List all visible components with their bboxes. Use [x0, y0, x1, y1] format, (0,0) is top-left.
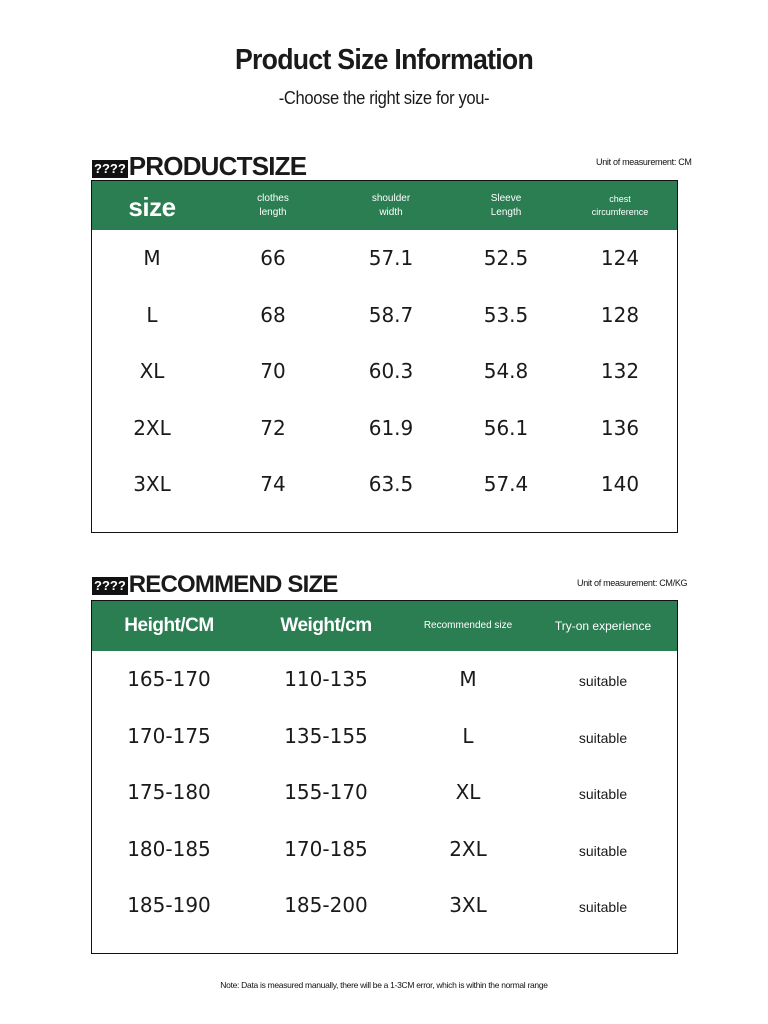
table-cell: 3XL [449, 893, 487, 918]
table-cell: 175-180 [127, 780, 211, 805]
col-header-clothes-length: clothes length [257, 192, 289, 218]
product-size-heading-text: PRODUCTSIZE [128, 151, 307, 181]
table-cell: 57.1 [368, 246, 414, 271]
col-header-height: Height/CM [124, 614, 214, 636]
table-cell: 58.7 [368, 302, 414, 327]
table-row [92, 230, 677, 287]
heading-glyphs: ???? [94, 578, 126, 593]
table-row [92, 456, 677, 513]
table-cell: 68 [260, 302, 286, 327]
product-size-unit: Unit of measurement: CM [596, 157, 692, 167]
col-header-try-on: Try-on experience [554, 618, 652, 633]
col-header-chest-circumference: chest circumference [591, 193, 649, 217]
recommend-size-table-header [92, 601, 677, 651]
table-cell: L [146, 302, 158, 327]
table-cell: 3XL [133, 472, 171, 497]
recommend-size-heading-text: RECOMMEND SIZE [128, 571, 338, 598]
product-size-table [91, 180, 678, 533]
table-cell: suitable [578, 673, 628, 690]
table-cell: 2XL [133, 415, 171, 440]
table-cell: M [459, 667, 477, 692]
table-cell: 52.5 [483, 246, 529, 271]
table-row [92, 400, 677, 457]
table-cell: 124 [600, 246, 640, 271]
table-cell: 185-190 [127, 893, 211, 918]
table-cell: 132 [600, 359, 640, 384]
table-row [92, 287, 677, 344]
recommend-size-table [91, 600, 678, 954]
table-cell: 165-170 [127, 667, 211, 692]
table-cell: M [143, 246, 161, 271]
table-cell: suitable [578, 842, 628, 859]
table-cell: L [462, 723, 474, 748]
col-header-shoulder-width: shoulder width [371, 192, 411, 218]
recommend-size-heading [92, 571, 338, 599]
recommend-size-rows [92, 651, 677, 934]
table-cell: 70 [260, 359, 286, 384]
product-size-heading [92, 152, 306, 182]
table-row [92, 343, 677, 400]
table-cell: 2XL [449, 836, 487, 861]
product-size-table-header [92, 181, 677, 230]
footnote: Note: Data is measured manually, there will be a 1-3CM error, which is within the normal range [220, 980, 548, 990]
table-cell: 128 [600, 302, 640, 327]
page-title: Product Size Information [234, 44, 534, 76]
table-row [92, 764, 677, 821]
table-cell: 54.8 [483, 359, 529, 384]
table-cell: suitable [578, 729, 628, 746]
table-cell: 60.3 [368, 359, 414, 384]
table-cell: 63.5 [368, 472, 414, 497]
table-cell: 57.4 [483, 472, 529, 497]
table-row [92, 877, 677, 934]
page-subtitle: -Choose the right size for you- [278, 88, 490, 108]
col-header-weight: Weight/cm [280, 614, 372, 636]
table-row [92, 651, 677, 708]
table-cell: 170-175 [127, 723, 211, 748]
table-cell: 135-155 [284, 723, 368, 748]
table-cell: 185-200 [284, 893, 368, 918]
table-row [92, 821, 677, 878]
table-cell: 61.9 [368, 415, 414, 440]
table-cell: 110-135 [284, 667, 368, 692]
table-cell: suitable [578, 786, 628, 803]
recommend-size-unit: Unit of measurement: CM/KG [577, 578, 688, 588]
table-cell: suitable [578, 899, 628, 916]
col-header-size: size [128, 192, 176, 223]
table-cell: XL [455, 780, 481, 805]
heading-glyphs: ???? [94, 161, 126, 176]
col-header-recommended-size: Recommended size [423, 620, 513, 631]
table-cell: 136 [600, 415, 640, 440]
table-cell: 155-170 [284, 780, 368, 805]
table-cell: 180-185 [127, 836, 211, 861]
table-cell: 56.1 [483, 415, 529, 440]
table-cell: 53.5 [483, 302, 529, 327]
product-size-rows [92, 230, 677, 513]
table-cell: XL [139, 359, 165, 384]
table-row [92, 708, 677, 765]
table-cell: 170-185 [284, 836, 368, 861]
table-cell: 66 [260, 246, 286, 271]
table-cell: 72 [260, 415, 286, 440]
col-header-sleeve-length: Sleeve Length [490, 192, 522, 218]
table-cell: 140 [600, 472, 640, 497]
table-cell: 74 [260, 472, 286, 497]
